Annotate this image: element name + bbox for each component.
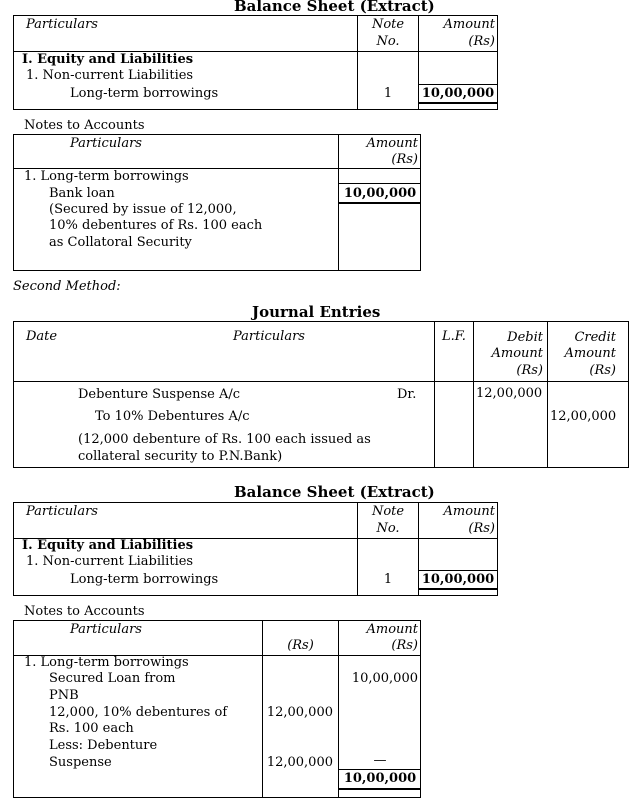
notes-line: Bank loan xyxy=(49,186,115,201)
amount-value: 10,00,000 xyxy=(421,572,495,587)
notes-header-amount-unit: (Rs) xyxy=(391,152,418,167)
notes-heading: Notes to Accounts xyxy=(24,604,145,619)
notes-line: Rs. 100 each xyxy=(49,721,134,736)
header-amount: Amount xyxy=(443,504,495,519)
journal-header-debit-amount: Amount xyxy=(491,346,543,361)
header-amount-unit: (Rs) xyxy=(468,34,495,49)
notes-line: Suspense xyxy=(49,755,112,770)
notes-header-amount: Amount xyxy=(366,622,418,637)
header-note: Note xyxy=(371,17,405,32)
header-particulars: Particulars xyxy=(26,504,98,519)
notes-header-amount-unit: (Rs) xyxy=(391,638,418,653)
journal-title: Journal Entries xyxy=(252,303,381,321)
journal-entry-dr: Dr. xyxy=(397,387,417,402)
row-long-term: Long-term borrowings xyxy=(70,86,219,101)
note-number: 1 xyxy=(383,572,393,587)
row-non-current: 1. Non-current Liabilities xyxy=(26,68,194,83)
journal-entry-credit-account: To 10% Debentures A/c xyxy=(95,409,250,424)
balance-sheet-title: Balance Sheet (Extract) xyxy=(234,483,435,501)
amount-value: 10,00,000 xyxy=(421,86,495,101)
journal-header-debit: Debit xyxy=(507,330,543,345)
header-amount-unit: (Rs) xyxy=(468,521,495,536)
notes-line: as Collatoral Security xyxy=(49,235,192,250)
notes-heading: Notes to Accounts xyxy=(24,118,145,133)
header-particulars: Particulars xyxy=(26,17,98,32)
notes-line: Secured Loan from xyxy=(49,671,176,686)
notes-header-amount: Amount xyxy=(366,136,418,151)
header-note: Note xyxy=(371,504,405,519)
notes-line: Less: Debenture xyxy=(49,738,158,753)
journal-debit-value: 12,00,000 xyxy=(476,386,543,401)
second-method-label: Second Method: xyxy=(13,279,121,294)
notes-loan-value: 10,00,000 xyxy=(351,671,418,686)
balance-sheet-title: Balance Sheet (Extract) xyxy=(234,0,435,15)
journal-header-credit-unit: (Rs) xyxy=(589,363,616,378)
notes-dash: — xyxy=(373,753,387,768)
notes-line: (Secured by issue of 12,000, xyxy=(49,202,237,217)
notes-amount: 10,00,000 xyxy=(343,186,417,201)
journal-narration: (12,000 debenture of Rs. 100 each issued as xyxy=(78,432,371,447)
notes-line: PNB xyxy=(49,688,79,703)
notes-header-particulars: Particulars xyxy=(70,136,142,151)
header-note-no: No. xyxy=(376,521,400,536)
notes-header-rs: (Rs) xyxy=(287,638,314,653)
row-long-term: Long-term borrowings xyxy=(70,572,219,587)
journal-credit-value: 12,00,000 xyxy=(550,409,617,424)
notes-debenture-value: 12,00,000 xyxy=(266,705,333,720)
header-amount: Amount xyxy=(443,17,495,32)
journal-header-date: Date xyxy=(26,329,58,344)
notes-suspense-value: 12,00,000 xyxy=(266,755,333,770)
journal-header-particulars: Particulars xyxy=(233,329,305,344)
row-non-current: 1. Non-current Liabilities xyxy=(26,554,194,569)
notes-line: 12,000, 10% debentures of xyxy=(49,705,228,720)
notes-total: 10,00,000 xyxy=(343,771,417,786)
notes-header-particulars: Particulars xyxy=(70,622,142,637)
header-note-no: No. xyxy=(376,34,400,49)
journal-header-lf: L.F. xyxy=(442,329,466,344)
journal-header-credit: Credit xyxy=(574,330,616,345)
row-equity-liabilities: I. Equity and Liabilities xyxy=(22,538,194,553)
row-equity-liabilities: I. Equity and Liabilities xyxy=(22,52,194,67)
journal-narration: collateral security to P.N.Bank) xyxy=(78,449,283,464)
notes-line: 1. Long-term borrowings xyxy=(24,169,189,184)
notes-line: 1. Long-term borrowings xyxy=(24,655,189,670)
journal-header-debit-unit: (Rs) xyxy=(516,363,543,378)
note-number: 1 xyxy=(383,86,393,101)
journal-entry-debit-account: Debenture Suspense A/c xyxy=(78,387,241,402)
notes-line: 10% debentures of Rs. 100 each xyxy=(49,218,263,233)
journal-header-credit-amount: Amount xyxy=(564,346,616,361)
